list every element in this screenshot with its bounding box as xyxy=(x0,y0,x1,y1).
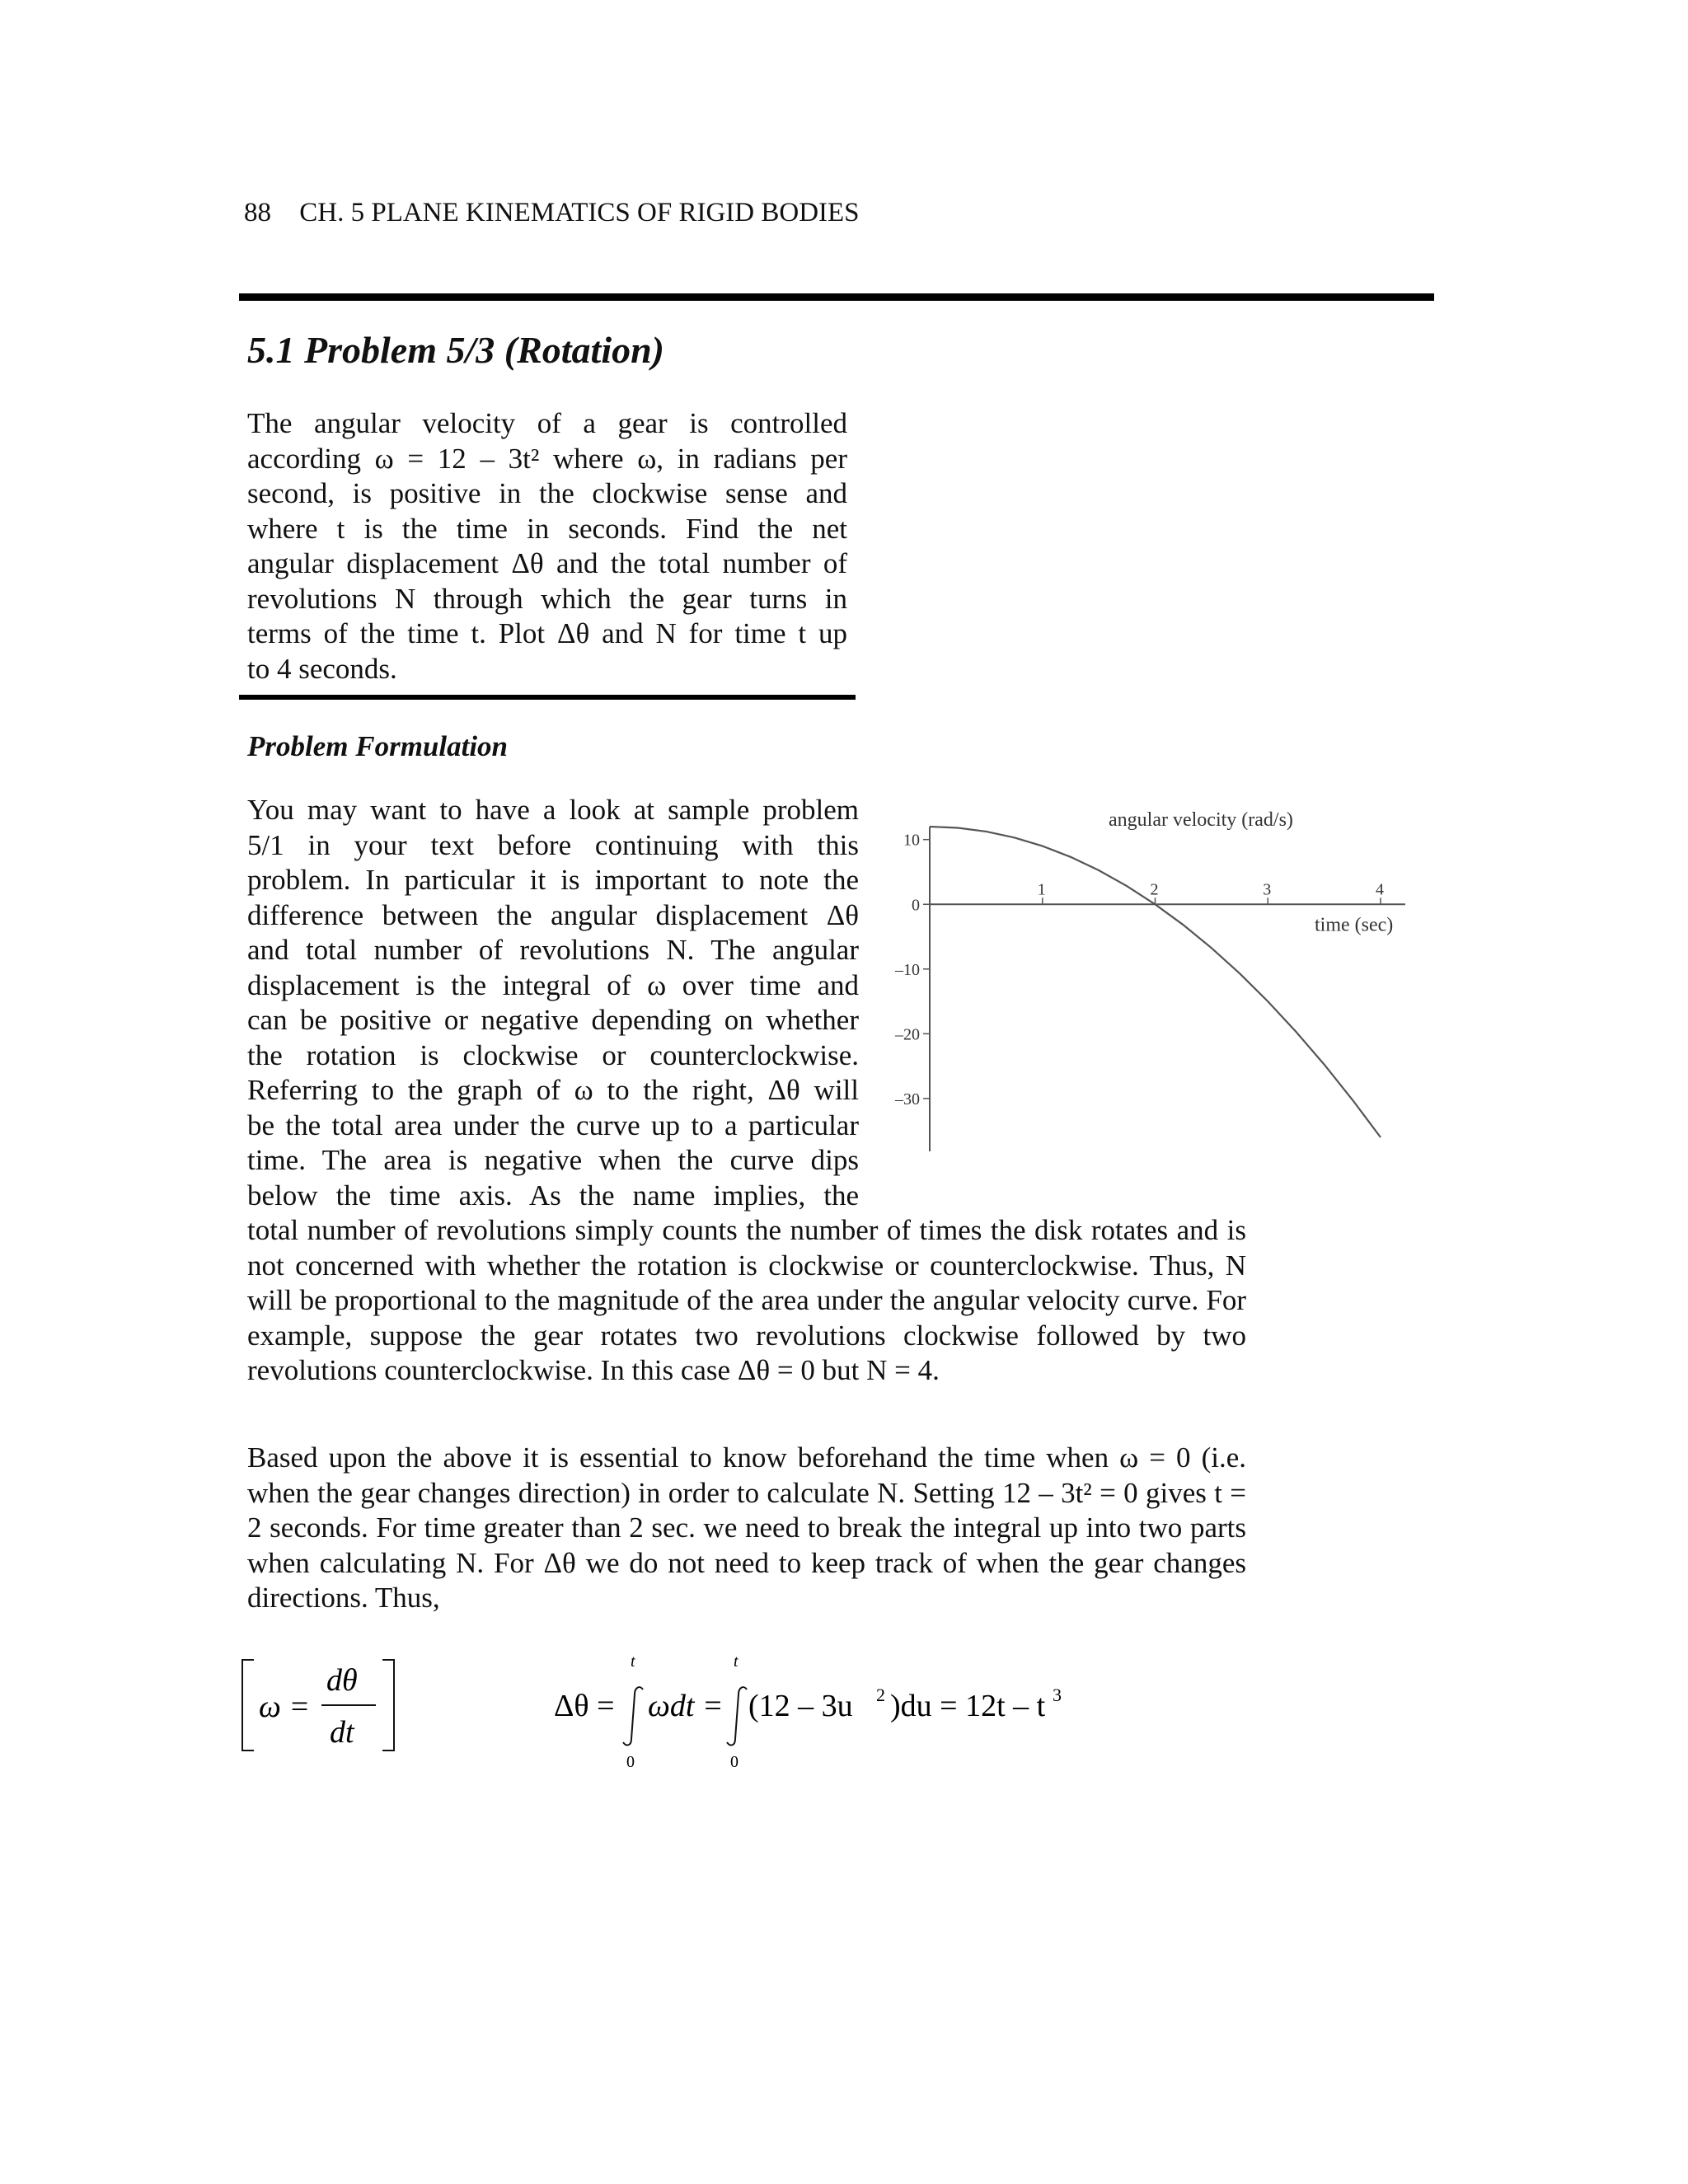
y-tick-label: –20 xyxy=(895,1025,920,1044)
equation-omega-definition xyxy=(236,1653,401,1760)
y-tick-label: –30 xyxy=(895,1090,920,1108)
problem-line: terms of the time t. Plot Δθ and N for time t up xyxy=(247,617,847,649)
integral-lower-limit: 0 xyxy=(626,1753,635,1771)
formulation-paragraph-2: Based upon the above it is essential to know beforehand the time when ω = 0 (i.e. when the gear changes direction) in order to calculate N. Setting 12 – 3t² = 0 gives t = 2 seconds. For time greater than 2 sec. we need to break the integral up into two parts when calculating N. For Δθ we do not need to keep track of when the gear changes directions. Thus, xyxy=(247,1441,1246,1614)
problem-line: revolutions N through which the gear turns in xyxy=(247,582,847,615)
problem-line: angular displacement Δθ and the total number of xyxy=(247,547,847,579)
integrand-tail: )du = 12t – t xyxy=(890,1689,1046,1723)
y-tick-label: –10 xyxy=(895,960,920,979)
integral-lower-limit: 0 xyxy=(730,1753,738,1771)
text-line: be the total area under the curve up to a particular xyxy=(247,1108,859,1141)
x-tick-label: 2 xyxy=(1150,880,1159,899)
exponent: 2 xyxy=(876,1685,885,1705)
text-line: and total number of revolutions N. The angular xyxy=(247,934,859,966)
page-number: 88 xyxy=(244,198,271,227)
angular-velocity-chart xyxy=(861,795,1438,1154)
header-rule xyxy=(239,293,1434,301)
text-line: 5/1 in your text before continuing with this xyxy=(247,828,859,861)
integral-upper-limit: t xyxy=(734,1652,738,1671)
problem-line: according ω = 12 – 3t² where ω, in radians per xyxy=(247,442,847,475)
text-line: can be positive or negative depending on whether xyxy=(247,1004,859,1036)
section-title: 5.1 Problem 5/3 (Rotation) xyxy=(247,329,664,371)
x-tick-label: 3 xyxy=(1263,880,1272,899)
y-tick-label: 0 xyxy=(912,896,920,915)
integral-upper-limit: t xyxy=(631,1652,635,1671)
x-tick-label: 1 xyxy=(1037,880,1046,899)
integrand: (12 – 3u xyxy=(748,1689,853,1723)
text-line: You may want to have a look at sample problem xyxy=(247,794,859,826)
equation-numerator: dθ xyxy=(326,1663,358,1698)
x-axis-label: time (sec) xyxy=(1315,914,1394,936)
formulation-paragraph-wide: total number of revolutions simply counts the number of times the disk rotates and is not concerned with whether the rotation is clockwise or counterclockwise. Thus, N will be proportional to the magnitude of the area under the angular velocity curve. For example, suppose the gear rotates two revolutions clockwise followed by two revolutions counterclockwise. In this case Δθ = 0 but N = 4. xyxy=(247,1214,1246,1386)
exponent: 3 xyxy=(1053,1685,1062,1705)
integral-sign xyxy=(623,1687,643,1745)
formulation-paragraph-narrow xyxy=(247,793,859,1213)
text-line: the rotation is clockwise or counterclockwise. xyxy=(247,1038,859,1071)
text-line: problem. In particular it is important to note the xyxy=(247,864,859,896)
left-bracket xyxy=(242,1660,254,1750)
text-line: below the time axis. As the name implies, the xyxy=(247,1179,859,1212)
problem-line: where t is the time in seconds. Find the net xyxy=(247,512,847,545)
right-bracket xyxy=(382,1660,394,1750)
angular-velocity-curve xyxy=(930,827,1381,1137)
equation-lhs: ω = xyxy=(259,1690,310,1724)
chapter-title: CH. 5 PLANE KINEMATICS OF RIGID BODIES xyxy=(299,198,860,227)
integral-sign xyxy=(727,1687,747,1745)
chart-title: angular velocity (rad/s) xyxy=(1109,809,1293,831)
formulation-heading: Problem Formulation xyxy=(247,730,509,762)
text-line: time. The area is negative when the curve dips xyxy=(247,1144,859,1176)
equation-lhs: Δθ = xyxy=(554,1689,615,1723)
integrand: ωdt = xyxy=(648,1689,724,1723)
running-header xyxy=(244,198,860,228)
equation-denominator: dt xyxy=(330,1715,354,1750)
text-line: displacement is the integral of ω over time and xyxy=(247,968,859,1001)
text-line: difference between the angular displacement Δθ xyxy=(247,898,859,931)
x-tick-label: 4 xyxy=(1376,880,1384,899)
problem-rule xyxy=(239,695,856,700)
equation-displacement xyxy=(544,1648,1121,1772)
y-tick-label: 10 xyxy=(903,831,920,850)
text-line: Referring to the graph of ω to the right, Δθ will xyxy=(247,1074,859,1106)
problem-line: second, is positive in the clockwise sense and xyxy=(247,477,847,509)
problem-statement xyxy=(247,405,847,686)
problem-line: The angular velocity of a gear is controlled xyxy=(247,407,847,439)
problem-line: to 4 seconds. xyxy=(247,652,397,685)
